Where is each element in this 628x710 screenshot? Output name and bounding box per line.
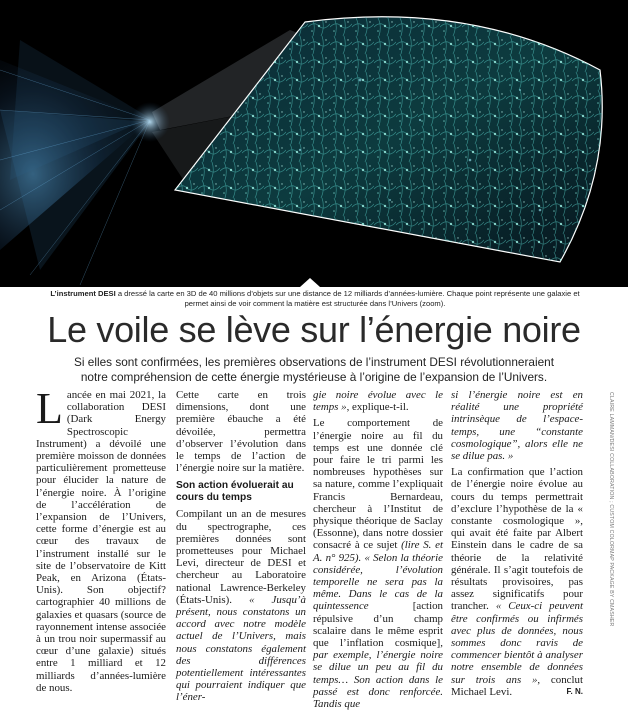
levi-quote-start: « Jusqu’à présent, nous constatons un accord avec notre modèle actuel de l’Univers, mais nous constatons également des différences potentiellement intéressantes qui pourraient indiquer que l’éner- bbox=[176, 593, 306, 704]
bracket-note: [action répulsive d’un champ scalaire dans le même esprit que l’inflation cosmique] bbox=[313, 600, 443, 650]
column-4-paragraph-2 bbox=[451, 466, 583, 698]
column-2-text: Compilant un an de mesures du spectrographe, ces premières données sont prometteuses pour Michael Levi, directeur de DESI et chercheur au Laboratoire national Lawrence-Berkeley (États-Unis). bbox=[176, 508, 306, 606]
column-3-paragraph-1 bbox=[313, 389, 443, 413]
column-3-paragraph-2 bbox=[313, 417, 443, 710]
bernardeau-quote: . « Selon la théorie considérée, l’évolution temporelle ne sera pas la même. Dans le cas de la quintessence bbox=[313, 551, 443, 613]
author-signature: F. N. bbox=[566, 686, 583, 696]
article-headline: Le voile se lève sur l’énergie noire bbox=[47, 309, 581, 350]
levi-quote-end: gie noire évolue avec le temps » bbox=[313, 389, 443, 414]
bernardeau-quote-2: , par exemple, l’énergie noire se dilue un peu au fil du temps… Son action dans le passé est donc renforcée. Tandis que bbox=[313, 637, 443, 710]
attribution: , explique-t-il. bbox=[346, 401, 409, 414]
galaxy-map-illustration bbox=[0, 0, 628, 287]
bernardeau-quote-end: si l’énergie noire est en réalité une propriété intrinsèque de l’espace-temps, une “constante cosmologique”, alors elle ne se dilue pas. » bbox=[451, 389, 583, 463]
column-4-paragraph-1 bbox=[451, 389, 583, 462]
section-subhead: Son action évoluerait au cours du temps bbox=[176, 480, 294, 504]
column-4-text: La confirmation que l’action de l’énergie noire évolue au cours du temps permettrait d’exclure l’hypothèse de la « constante cosmologique », qui avait été faite par Albert Einstein dans le cadre de sa théorie de la relativité générale. Il s’agit toutefois de résultats provisoires, pas assez significatifs pour trancher. bbox=[451, 466, 583, 613]
caption-text: a dressé la carte en 3D de 40 millions d’objets sur une distance de 12 milliards d’années-lumière. Chaque point représente une galaxie et permet ainsi de voir comment la matière est structurée dans l’Univers (zoom). bbox=[115, 289, 580, 308]
intro-text: ancée en mai 2021, la collaboration DESI (Dark Energy Spectroscopic Instrument) a dévoilé une première moisson de données particulièrement prometteuse pour élucider la nature de l’énergie noire. À l’origine de l’accélération de l’expansion de l’Univers, cette forme d’énergie est au cœur des travaux de l’instrument installé sur le site de l’observatoire de Kitt Peak, en Arizona (États-Unis). Son objectif? cartographier 40 millions de galaxies et quasars (source de rayonnement intense associée à un trou noir supermassif au cœur d’une galaxie) situés entre 1 milliard et 12 milliards d’années-lumière de nous. bbox=[36, 389, 166, 694]
column-2-paragraph-1: Cette carte en trois dimensions, dont une première ébauche a été dévoilée, permettra d’observer l’évolution dans le temps de l’action de l’énergie noire sur la matière. bbox=[176, 389, 306, 475]
photo-credit-text: CLAIRE LAMMAN/DESI COLLABORATION ; CUSTOM COLORMAP PACKAGE BY CMASHER bbox=[608, 392, 614, 627]
column-1 bbox=[36, 384, 166, 694]
reference: (lire S. et A. n° 925) bbox=[313, 539, 443, 564]
column-3 bbox=[313, 389, 443, 710]
column-4 bbox=[451, 389, 583, 698]
image-caption bbox=[40, 289, 590, 308]
caption-lead: L’instrument DESI bbox=[50, 289, 116, 298]
column-2-paragraph-2 bbox=[176, 508, 306, 703]
levi-final-quote: « Ceux-ci peuvent être confirmés ou infirmés avec plus de données, nous sommes donc ravis de commencer bientôt à analyser notre ensemble de données sur trois ans » bbox=[451, 600, 584, 686]
column-3-text: Le comportement de l’énergie noire au fil du temps est une donnée clé pour faire le tri parmi les nombreuses hypothèses sur sa nature, comme l’expliquait Francis Bernardeau, chercheur à l’Institut de physique théorique de Saclay (Essonne), dans notre dossier consacré à ce sujet bbox=[313, 417, 443, 552]
conclusion: , conclut Michael Levi. bbox=[451, 673, 583, 698]
column-2 bbox=[176, 389, 306, 704]
photo-credit bbox=[606, 392, 616, 627]
article-standfirst: Si elles sont confirmées, les premières observations de l’instrument DESI révolutionneraient notre compréhension de cette énergie mystérieuse à l’origine de l’expansion de l’Univers. bbox=[74, 355, 554, 384]
intro-paragraph bbox=[36, 384, 166, 694]
drop-cap: L bbox=[36, 384, 63, 433]
desi-map-image bbox=[0, 0, 628, 287]
